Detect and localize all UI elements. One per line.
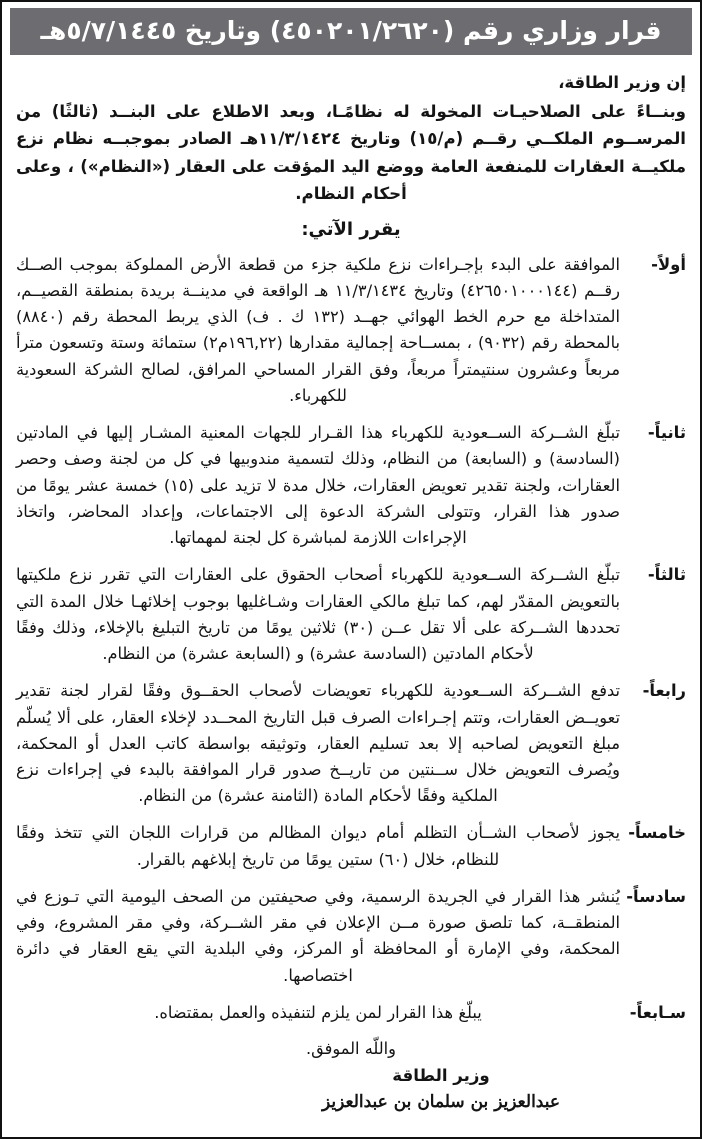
clause-ordinal (620, 252, 686, 279)
clause-ordinal-text: ثالثاً- (647, 565, 686, 585)
clause-body: تبلّغ الشــركة الســعودية للكهرباء أصحاب الحقوق على العقارات التي تقرر نزع ملكيتها بالتعويض المقدّر لهم، كما تبلغ مالكي العقارات وشـاغليها بوجوب إخلائهـا خلال المدة التي تحددها الشــركة على ألا تقل عــن (٣٠) ثلاثين يومًا من تاريخ التبليغ بالإخلاء، وذلك وفقًا لأحكام المادتين (السادسة عشرة) و (السابعة عشرة) من النظام. (16, 565, 620, 664)
lead-line: إن وزير الطاقة، (558, 73, 686, 93)
clause-body: الموافقة على البدء بإجـراءات نزع ملكية جزء من قطعة الأرض المملوكة بموجب الصــك رقــم (٤٢٦٥٠١٠٠٠١٤٤) وتاريخ ١١/٣/١٤٣٤ هـ الواقعة في مدينــة بريدة بمنطقة القصيــم، المتداخلة مع حرم الخط الهوائي جهــد (١٣٢ ك . ف) الذي يربط المحطة رقم (٨٨٤٠) بالمحطة رقم (٩٠٣٢) ، بمســاحة إجمالية مقدارها (١٩٦,٢٢م٢) ستمائة وستة وتسعون مترأ مربعاً وعشرون سنتيمتراً مربعاً، وفق القرار المساحي المرافق، لصالح الشركة السعودية للكهرباء. (16, 254, 621, 405)
clause-ordinal (620, 820, 686, 847)
header-container (2, 2, 700, 61)
clause-ordinal-text: ثانياً- (647, 423, 686, 443)
clause-ordinal (620, 884, 686, 911)
clause-ordinal-text: أولاً- (651, 254, 686, 274)
clause-ordinal-text: خامساً- (628, 823, 686, 843)
clause-item (16, 252, 686, 409)
clause-item (16, 1000, 686, 1027)
clause-item (16, 884, 686, 989)
clause-body: يجوز لأصحاب الشــأن التظلم أمام ديوان المظالم من قرارات اللجان التي تتخذ وفقًا للنظام، خلال (٦٠) ستين يومًا من تاريخ إبلاغهم بالقرار. (16, 823, 620, 869)
clause-item (16, 678, 686, 809)
clause-ordinal-text: سادساً- (626, 886, 686, 906)
clause-ordinal (620, 562, 686, 589)
preamble-paragraph: وبنــاءً على الصلاحيـات المخولة له نظامًـا، وبعد الاطلاع على البنــد (ثالثًا) من المرســوم الملكــي رقــم (م/١٥) وتاريخ ١١/٣/١٤٢٤هـ الصادر بموجبــه نظام نزع ملكيــة العقارات للمنفعة العامة ووضع اليد المؤقت على العقار («النظام») ، وعلى أحكام النظام. (16, 101, 686, 204)
clause-ordinal-text: سـابعاً- (629, 1002, 686, 1022)
signatory-title: وزير الطاقة (392, 1065, 490, 1085)
signature-block (16, 1064, 686, 1115)
decides-heading: يقرر الآتي: (301, 218, 401, 240)
clause-ordinal (620, 1000, 686, 1027)
clause-body: يبلّغ هذا القرار لمن يلزم لتنفيذه والعمل بمقتضاه. (154, 1002, 482, 1022)
clause-item (16, 420, 686, 551)
clause-body: يُنشر هذا القرار في الجريدة الرسمية، وفي صحيفتين من الصحف اليومية التي تـوزع في المنطقــة، كما تلصق صورة مــن الإعلان في مقر الشــركة، وفي مقر المشروع، وفي المحكمة، وفي الإمارة أو المحافظة أو المركز، وفي البلدية التي يقع العقار في دائرة اختصاصها. (16, 886, 620, 985)
clause-item (16, 820, 686, 872)
clause-ordinal (620, 678, 686, 705)
closing-invocation: واللّه الموفق. (306, 1039, 396, 1059)
clause-ordinal (620, 420, 686, 447)
clause-ordinal-text: رابعاً- (642, 681, 686, 701)
clause-body: تبلّغ الشــركة الســعودية للكهرباء هذا القـرار للجهات المعنية المشـار إليها في المادتين (السادسة) و (السابعة) من النظام، وذلك لتسمية مندوبيها في كل من لجنة وصف وحصر العقارات، ولجنة تقدير تعويض العقارات، خلال مدة لا تزيد على (١٥) خمسة عشر يومًا من صدور هذا القرار، وتتولى الشركة الدعوة إلى الاجتماعات، وإعداد المحاضر، واتخاذ الإجراءات اللازمة لمباشرة كل لجنة لمهماتها. (16, 423, 620, 548)
document-body (2, 61, 700, 1137)
signatory-name: عبدالعزيز بن سلمان بن عبدالعزيز (322, 1091, 560, 1112)
document-title-banner: قرار وزاري رقم (٤٥٠٢٠١/٢٦٢٠) وتاريخ ٥/٧/١٤٤٥هـ (10, 8, 692, 55)
clause-body: تدفع الشــركة الســعودية للكهرباء تعويضات لأصحاب الحقــوق وفقًا لقرار لجنة تقدير تعويــض العقارات، وتتم إجـراءات الصرف قبل التاريخ المحــدد لإخلاء العقار، على ألا يُسلّم مبلغ التعويض لصاحبه إلا بعد تسليم العقار، وتوثيقه بواسطة كاتب العدل أو المحكمة، ويُصرف التعويض خلال ســنتين من تاريــخ صدور قرار الموافقة بالبدء في إجراءات نزع الملكية وفقًا لأحكام المادة (الثامنة عشرة) من النظام. (16, 681, 620, 806)
clause-item (16, 562, 686, 667)
